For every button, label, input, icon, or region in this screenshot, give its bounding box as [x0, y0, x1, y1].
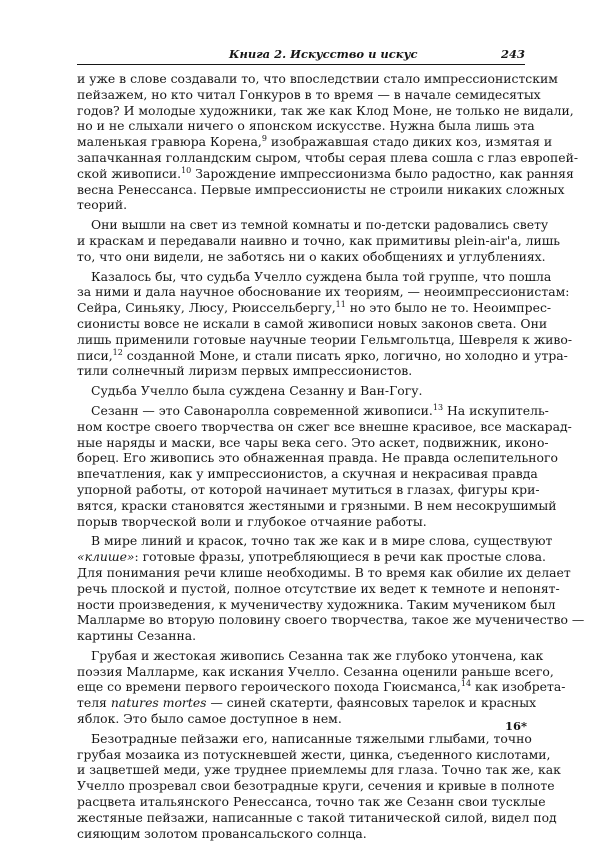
- text-line: за ними и дала научное обоснование их теориям, — неоимпрессионистам:: [77, 284, 570, 300]
- text-line: Сейра, Синьяку, Люсу, Рюиссельбергу,$^{11}$ но это было не то. Неоимпрес-: [77, 300, 552, 316]
- text-line: расцвета итальянского Ренессанса, точно так же Сезанн свои тусклые: [77, 794, 546, 810]
- text-line: яблок. Это было самое доступное в нем.: [77, 711, 342, 727]
- paragraph: [77, 730, 561, 841]
- text-line: и краскам и передавали наивно и точно, как примитивы plein-air'а, лишь: [77, 232, 560, 248]
- text-line: маленькая гравюра Корена,$^9$ изображавшая стадо диких коз, измятая и: [77, 134, 553, 150]
- text-line: годов? И молодые художники, так же как Клод Моне, не только не видали,: [77, 102, 574, 118]
- paragraph: [77, 533, 585, 644]
- text-line: Судьба Учелло была суждена Сезанну и Ван-Гогу.: [91, 383, 423, 399]
- running-header: [77, 46, 525, 65]
- text-line: В мире линий и красок, точно так же как и в мире слова, существуют: [91, 533, 553, 549]
- text-line: Казалось бы, что судьба Учелло суждена была той группе, что пошла: [91, 268, 552, 284]
- text-line: борец. Его живопись это обнаженная правда. Не правда ослепительного: [77, 450, 558, 466]
- text-line: упорной работы, от которой начинает мутиться в глазах, фигуры кри-: [77, 481, 540, 497]
- text-line: жестяные пейзажи, написанные с такой титанической силой, видел под: [77, 809, 557, 825]
- text-line: Учелло прозревал свои безотрадные круги, сечения и кривые в полноте: [77, 778, 555, 794]
- text-line: речь плоской и пустой, полное отсутствие их ведет к темноте и непонят-: [77, 580, 560, 596]
- text-line: запачканная голландским сыром, чтобы серая плева сошла с глаз европей-: [77, 149, 579, 165]
- text-line: еще со времени первого героического похода Гюисманса,$^{14}$ как изобрета-: [77, 679, 566, 695]
- text-line: ской живописи.$^{10}$ Зарождение импрессионизма было радостно, как ранняя: [77, 165, 574, 181]
- text-line: Для понимания речи клише необходимы. В то время как обилие их делает: [77, 564, 571, 580]
- text-line: и уже в слове создавали то, что впоследствии стало импрессионистским: [77, 71, 558, 86]
- text-line: Они вышли на свет из темной комнаты и по-детски радовались свету: [91, 217, 549, 233]
- text-line: лишь применили готовые научные теории Гельмгольтца, Шевреля к живо-: [77, 331, 573, 347]
- text-line: теорий.: [77, 197, 128, 213]
- text-line: картины Сезанна.: [77, 628, 197, 644]
- text-line: ном костре своего творчества он сжег все внешне красивое, все маскарад-: [77, 418, 572, 434]
- text-line: но и не слыхали ничего о японском искусстве. Нужна была лишь эта: [77, 118, 535, 134]
- text-line: вятся, краски становятся жестяными и грязными. В нем несокрушимый: [77, 497, 557, 513]
- text-line: Безотрадные пейзажи его, написанные тяжелыми глыбами, точно: [91, 730, 532, 746]
- text-line: писи,$^{12}$ созданной Моне, и стали писать ярко, логично, но холодно и утра-: [77, 347, 568, 363]
- text-line: пейзажем, но кто читал Гонкуров в то время — в начале семидесятых: [77, 86, 541, 102]
- text-line: поэзия Малларме, как искания Учелло. Сезанна оценили раньше всего,: [77, 663, 554, 679]
- page-number: 243: [500, 47, 525, 61]
- signature-mark: 16*: [505, 719, 528, 733]
- paragraph: [77, 217, 560, 264]
- text-line: грубая мозаика из потускневшей жести, цинка, съеденного кислотами,: [77, 746, 551, 762]
- text-body: [77, 71, 585, 841]
- paragraph: [77, 383, 525, 399]
- text-line: сияющим золотом провансальского солнца.: [77, 825, 367, 841]
- running-header-title: Книга 2. Искусство и искус: [229, 47, 418, 61]
- text-line: впечатления, как у импрессионистов, а скучная и некрасивая правда: [77, 466, 538, 482]
- text-line: ные наряды и маски, все чары века сего. Это аскет, подвижник, иконо-: [77, 434, 549, 450]
- text-line: Малларме во вторую половину своего творчества, такое же мученичество —: [77, 612, 585, 628]
- text-line: теля natures mortes — синей скатерти, фаянсовых тарелок и красных: [77, 695, 537, 711]
- text-line: тили солнечный лиризм первых импрессионистов.: [77, 363, 413, 379]
- paragraph: [77, 268, 573, 380]
- paragraph: [77, 402, 572, 529]
- text-line: порыв творческой воли и глубокое отчаяние работы.: [77, 513, 427, 529]
- text-line: ности произведения, к мученичеству художника. Таким мучеником был: [77, 596, 556, 612]
- paragraph: [77, 71, 579, 213]
- text-line: Грубая и жестокая живопись Сезанна так же глубоко утончена, как: [91, 647, 544, 663]
- text-line: Сезанн — это Савонаролла современной живописи.$^{13}$ На искупитель-: [91, 402, 549, 418]
- text-line: «клише»: готовые фразы, употребляющиеся в речи как простые слова.: [77, 549, 546, 565]
- text-line: и зацветшей меди, уже труднее приемлемы для глаза. Точно так же, как: [77, 762, 561, 778]
- text-line: сионисты вовсе не искали в самой живописи новых законов света. Они: [77, 315, 548, 331]
- text-line: весна Ренессанса. Первые импрессионисты не строили никаких сложных: [77, 181, 565, 197]
- text-line: то, что они видели, не заботясь ни о каких обобщениях и углублениях.: [77, 248, 546, 264]
